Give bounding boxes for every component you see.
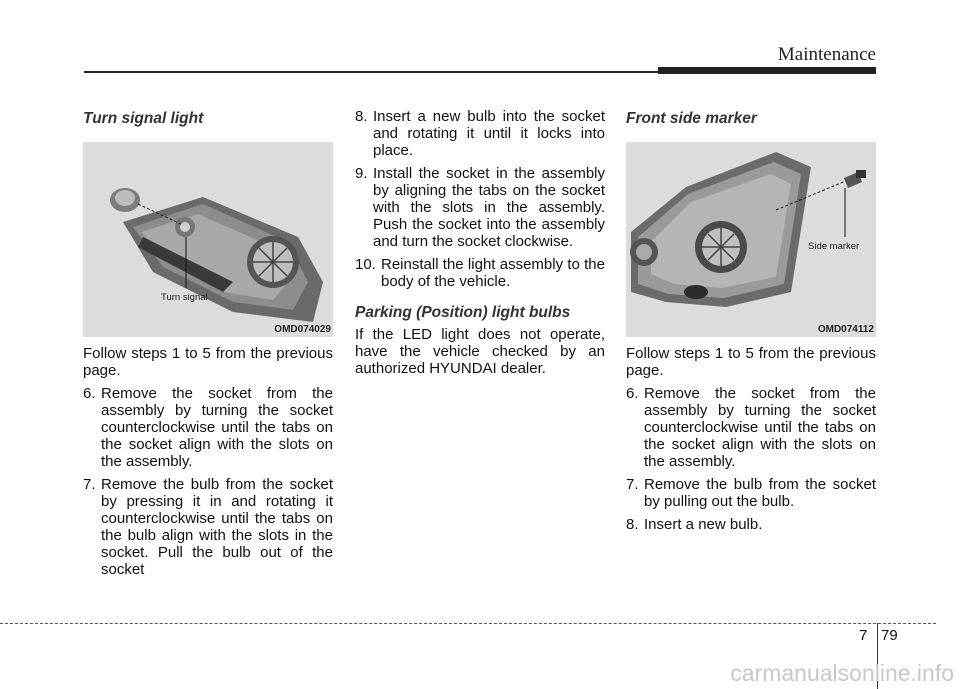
column-turn-signal <box>83 108 333 584</box>
heading-side-marker: Front side marker <box>626 110 757 127</box>
column-continued <box>355 108 605 383</box>
heading-turn-signal: Turn signal light <box>83 110 204 127</box>
page-number: 79 <box>881 627 898 644</box>
step-item <box>626 516 876 533</box>
side-marker-illustration <box>626 142 876 337</box>
footer-rule <box>0 623 936 624</box>
step-number: 8. <box>626 516 639 533</box>
step-number: 8. <box>355 108 368 125</box>
chapter-number: 7 <box>859 627 868 644</box>
step-item <box>83 476 333 578</box>
section-title: Maintenance <box>777 44 876 65</box>
step-number: 10. <box>355 256 376 273</box>
step-item <box>83 385 333 470</box>
step-item <box>626 385 876 470</box>
step-number: 7. <box>626 476 639 493</box>
step-text: Remove the socket from the assembly by turning the socket counterclockwise until the tabs on the socket align with the slots on the assembly. <box>644 385 876 470</box>
column-side-marker <box>626 108 876 539</box>
header-rule <box>84 71 660 73</box>
step-number: 6. <box>626 385 639 402</box>
turn-signal-illustration <box>83 142 333 337</box>
heading-parking-light: Parking (Position) light bulbs <box>355 304 571 321</box>
step-number: 9. <box>355 165 368 182</box>
step-item <box>626 476 876 510</box>
figure-code: OMD074112 <box>817 324 874 335</box>
intro-text: Follow steps 1 to 5 from the previous page. <box>626 345 876 379</box>
watermark: carmanualsonline.info <box>730 660 954 686</box>
figure-side-marker <box>626 142 876 337</box>
parking-light-text: If the LED light does not operate, have the vehicle checked by an authorized HYUNDAI dealer. <box>355 326 605 377</box>
intro-text: Follow steps 1 to 5 from the previous page. <box>83 345 333 379</box>
step-item <box>355 256 605 290</box>
step-text: Remove the bulb from the socket by pressing it in and rotating it counterclockwise until the tabs on the bulb align with the slots in the socket. Pull the bulb out of the socket <box>101 476 333 578</box>
step-text: Insert a new bulb. <box>644 516 763 533</box>
step-number: 6. <box>83 385 96 402</box>
step-text: Remove the bulb from the socket by pulling out the bulb. <box>644 476 876 510</box>
step-item <box>355 165 605 250</box>
step-text: Insert a new bulb into the socket and rotating it until it locks into place. <box>373 108 605 159</box>
callout-turn-signal: Turn signal <box>161 292 208 303</box>
figure-code: OMD074029 <box>274 324 331 335</box>
callout-side-marker: Side marker <box>808 241 860 252</box>
step-text: Reinstall the light assembly to the body of the vehicle. <box>381 256 605 290</box>
figure-turn-signal <box>83 142 333 337</box>
step-text: Install the socket in the assembly by aligning the tabs on the socket with the slots in the assembly. Push the socket into the assembly and turn the socket clockwise. <box>373 165 605 250</box>
step-text: Remove the socket from the assembly by turning the socket counterclockwise until the tabs on the socket align with the slots on the assembly. <box>101 385 333 470</box>
header-rule-accent <box>658 67 876 74</box>
step-item <box>355 108 605 159</box>
step-number: 7. <box>83 476 96 493</box>
